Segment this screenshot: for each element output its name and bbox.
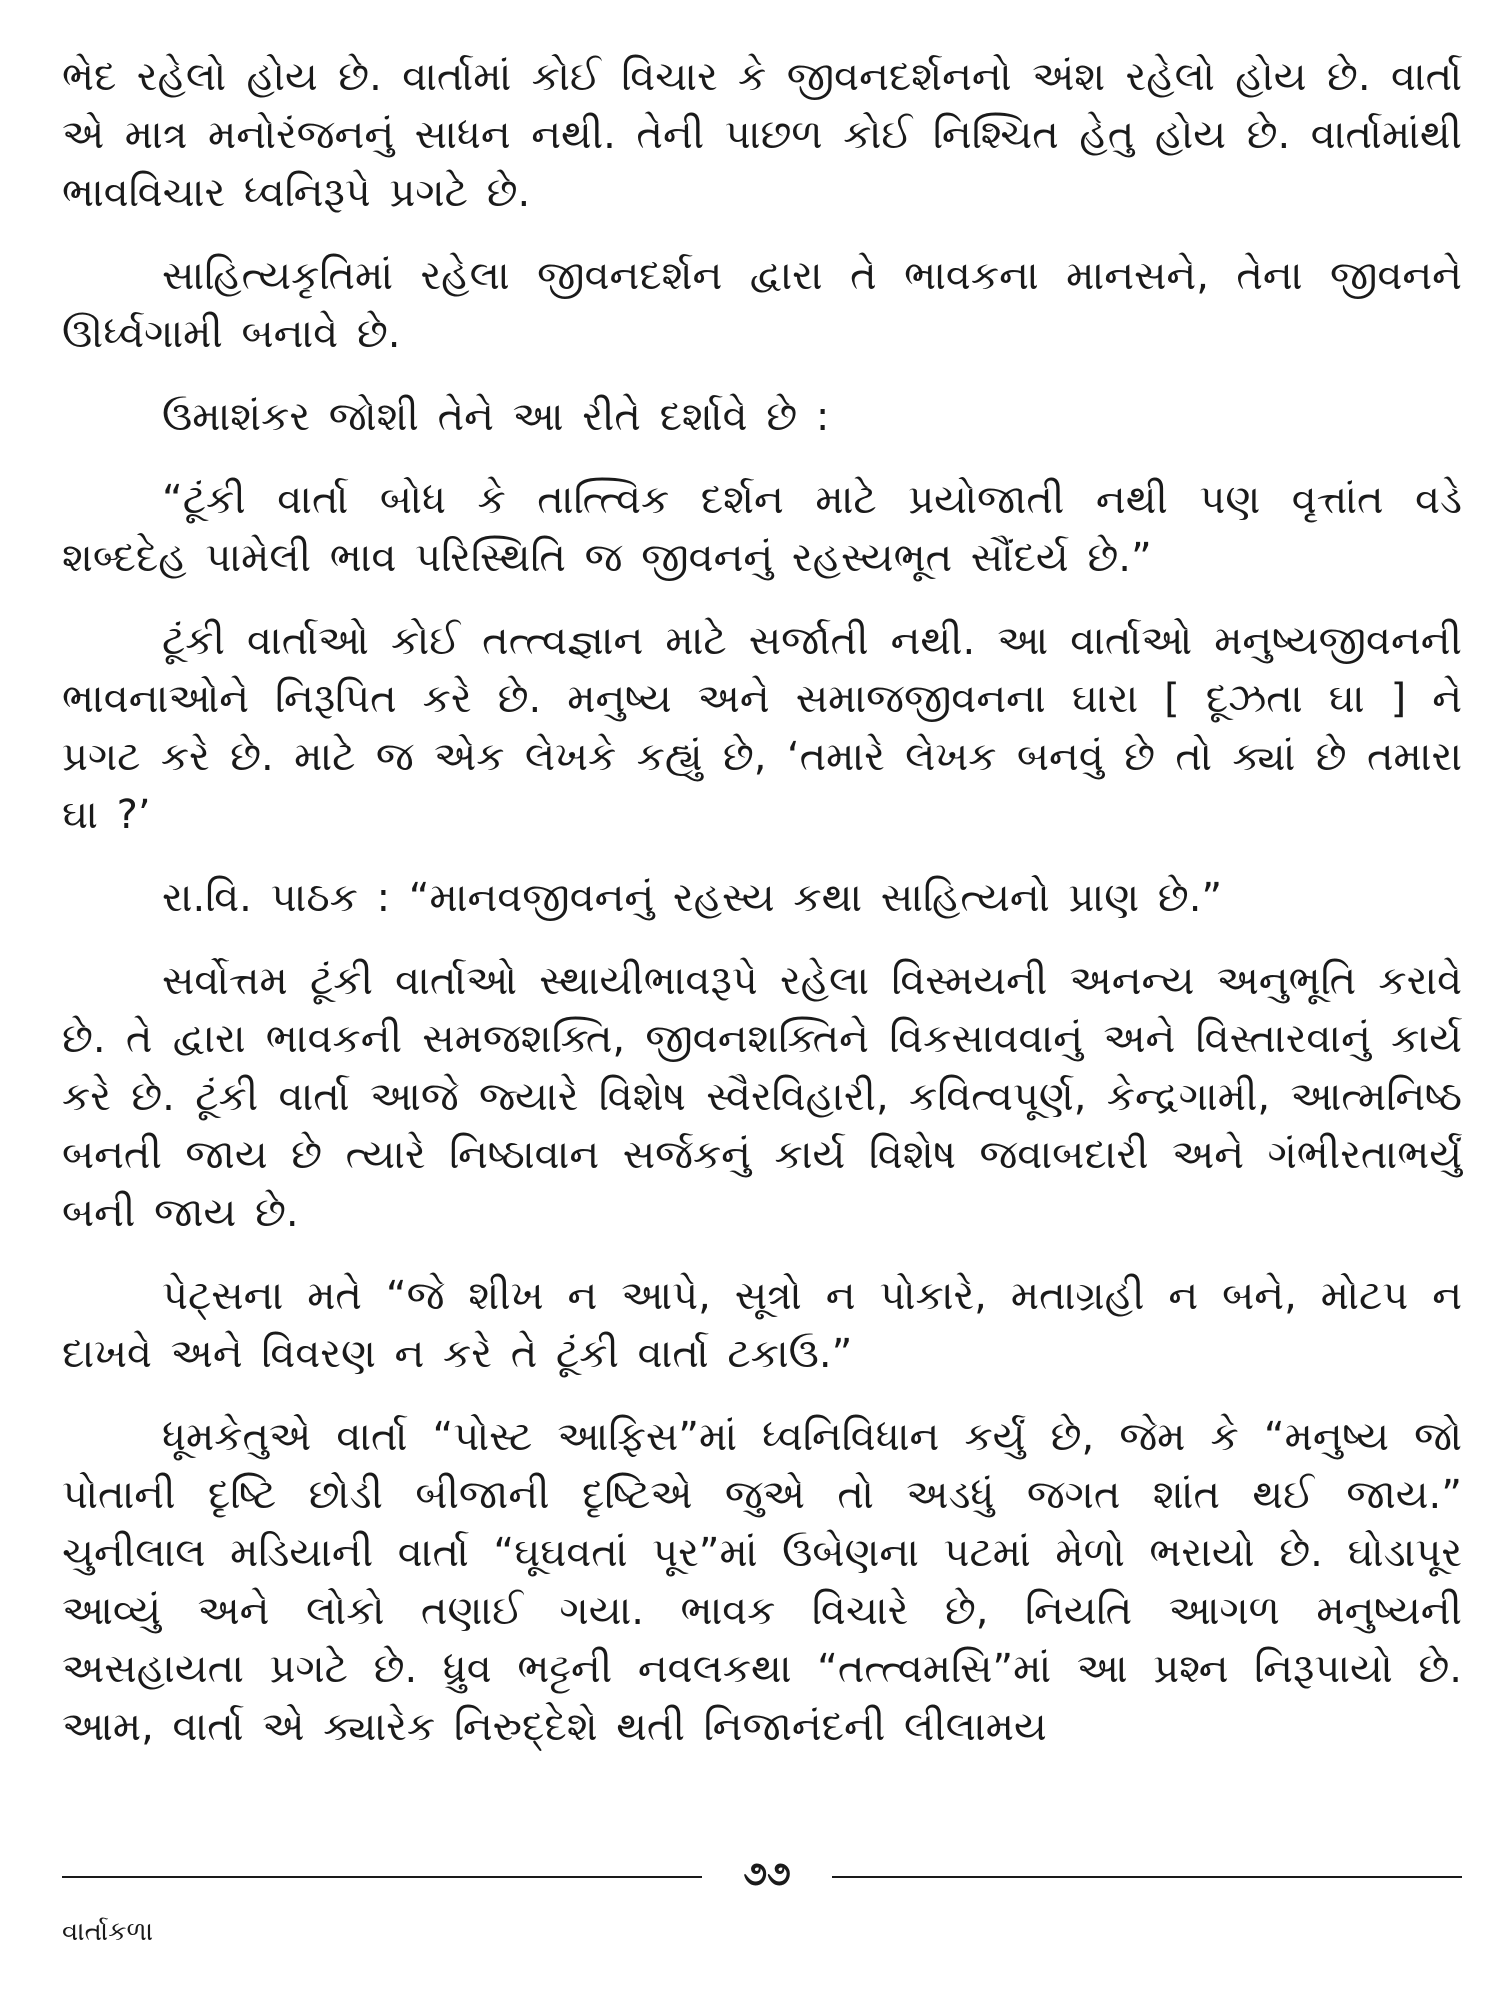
quote-umashankar: “ટૂંકી વાર્તા બોધ કે તાત્ત્વિક દર્શન માટે પ્રયોજાતી નથી પણ વૃત્તાંત વડે શબ્દદેહ પામેલી ભાવ પરિસ્થિતિ જ જીવનનું રહસ્યભૂત સૌંદર્ય છે.” (62, 477, 1462, 581)
page-body (62, 48, 1462, 1838)
quote-pathak: રા.વિ. પાઠક : “માનવજીવનનું રહસ્ય કથા સાહિત્યનો પ્રાણ છે.” (162, 875, 1223, 921)
page-footer (62, 1856, 1462, 1896)
running-title: વાર્તાકળા (62, 1917, 154, 1947)
paragraph-5: ટૂંકી વાર્તાઓ કોઈ તત્ત્વજ્ઞાન માટે સર્જાતી નથી. આ વાર્તાઓ મનુષ્યજીવનની ભાવનાઓને નિરૂપિત કરે છે. મનુષ્ય અને સમાજજીવનના ઘારા [ દૂઝતા ઘા ] ને પ્રગટ કરે છે. માટે જ એક લેખકે કહ્યું છે, ‘તમારે લેખક બનવું છે તો ક્યાં છે તમારા ઘા ?’ (62, 618, 1462, 838)
page-number: ૭૭ (743, 1854, 791, 1894)
quote-pates: પેટ્સના મતે “જે શીખ ન આપે, સૂત્રો ન પોકારે, મતાગ્રહી ન બને, મોટપ ન દાખવે અને વિવરણ ન કરે તે ટૂંકી વાર્તા ટકાઉ.” (62, 1273, 1462, 1377)
footer-rule-right (832, 1876, 1462, 1878)
paragraph-9: ધૂમકેતુએ વાર્તા “પોસ્ટ આફિસ”માં ધ્વનિવિધાન કર્યું છે, જેમ કે “મનુષ્ય જો પોતાની દૃષ્ટિ છોડી બીજાની દૃષ્ટિએ જુએ તો અડધું જગત શાંત થઈ જાય.” ચુનીલાલ મડિયાની વાર્તા “ઘૂઘવતાં પૂર”માં ઉબેણના પટમાં મેળો ભરાયો છે. ઘોડાપૂર આવ્યું અને લોકો તણાઈ ગયા. ભાવક વિચારે છે, નિયતિ આગળ મનુષ્યની અસહાયતા પ્રગટે છે. ધ્રુવ ભટ્ટની નવલકથા “તત્ત્વમસિ”માં આ પ્રશ્ન નિરૂપાયો છે. આમ, વાર્તા એ ક્યારેક નિરુદ્દેશે થતી નિજાનંદની લીલામય (62, 1414, 1462, 1750)
paragraph-1: ભેદ રહેલો હોય છે. વાર્તામાં કોઈ વિચાર કે જીવનદર્શનનો અંશ રહેલો હોય છે. વાર્તા એ માત્ર મનોરંજનનું સાધન નથી. તેની પાછળ કોઈ નિશ્ચિત હેતુ હોય છે. વાર્તામાંથી ભાવવિચાર ધ્વનિરૂપે પ્રગટે છે. (62, 54, 1462, 216)
paragraph-3: ઉમાશંકર જોશી તેને આ રીતે દર્શાવે છે : (162, 394, 830, 440)
paragraph-2: સાહિત્યકૃતિમાં રહેલા જીવનદર્શન દ્વારા તે ભાવકના માનસને, તેના જીવનને ઊર્ધ્વગામી બનાવે છે. (62, 253, 1462, 357)
paragraph-7: સર્વોત્તમ ટૂંકી વાર્તાઓ સ્થાયીભાવરૂપે રહેલા વિસ્મયની અનન્ય અનુભૂતિ કરાવે છે. તે દ્વારા ભાવકની સમજશક્તિ, જીવનશક્તિને વિકસાવવાનું અને વિસ્તારવાનું કાર્ય કરે છે. ટૂંકી વાર્તા આજે જ્યારે વિશેષ સ્વૈરવિહારી, કવિત્વપૂર્ણ, કેન્દ્રગામી, આત્મનિષ્ઠ બનતી જાય છે ત્યારે નિષ્ઠાવાન સર્જકનું કાર્ય વિશેષ જવાબદારી અને ગંભીરતાભર્યું બની જાય છે. (62, 958, 1462, 1236)
footer-rule-left (62, 1876, 702, 1878)
